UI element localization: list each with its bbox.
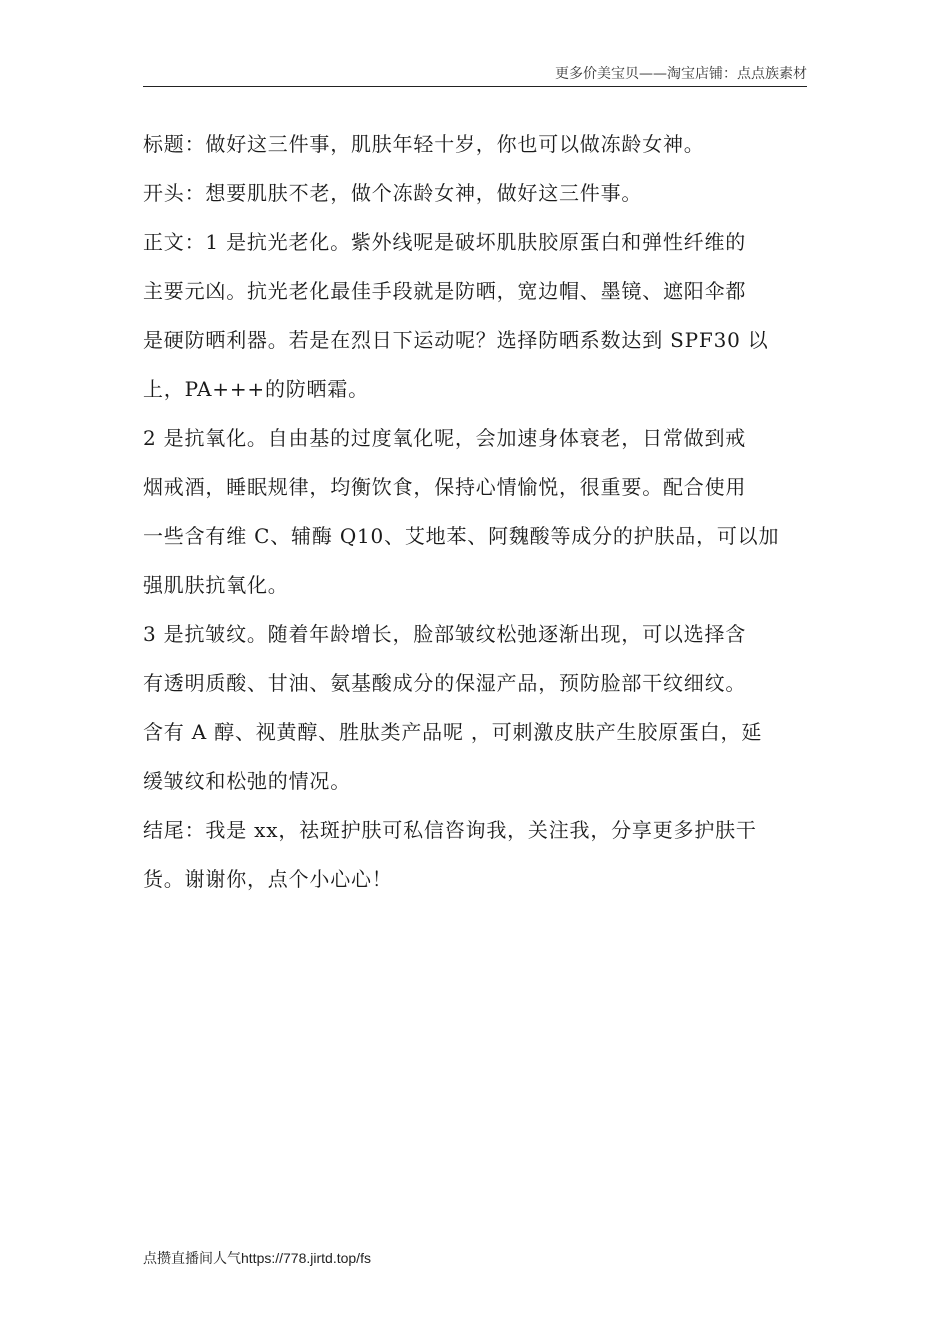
text-line: 一些含有维 C、辅酶 Q10、艾地苯、阿魏酸等成分的护肤品，可以加	[143, 524, 780, 548]
paragraph-body-1	[143, 218, 807, 414]
text-line: 结尾：我是 xx，祛斑护肤可私信咨询我，关注我，分享更多护肤干	[143, 818, 757, 842]
text-line: 货。谢谢你，点个小心心！	[143, 867, 393, 891]
paragraph-body-3	[143, 610, 807, 806]
text-line: 缓皱纹和松弛的情况。	[143, 769, 351, 793]
text-line: 含有 A 醇、视黄醇、胜肽类产品呢 ，可刺激皮肤产生胶原蛋白，延	[143, 720, 763, 744]
text-line: 主要元凶。抗光老化最佳手段就是防晒，宽边帽、墨镜、遮阳伞都	[143, 279, 747, 303]
page-footer	[143, 1248, 371, 1269]
paragraph-body-2	[143, 414, 807, 610]
text-line: 是硬防晒利器。若是在烈日下运动呢？选择防晒系数达到 SPF30 以	[143, 328, 769, 352]
text-line: 上，PA+++的防晒霜。	[143, 377, 369, 401]
paragraph-title	[143, 120, 807, 169]
text-line: 标题：做好这三件事，肌肤年轻十岁，你也可以做冻龄女神。	[143, 132, 705, 156]
footer-label: 点攒直播间人气	[143, 1251, 241, 1267]
header-text: 更多价美宝贝——淘宝店铺：点点族素材	[555, 66, 807, 82]
text-line: 强肌肤抗氧化。	[143, 573, 289, 597]
text-line: 开头：想要肌肤不老，做个冻龄女神，做好这三件事。	[143, 181, 643, 205]
footer-link[interactable]: https://778.jirtd.top/fs	[241, 1250, 371, 1266]
page-header	[143, 64, 807, 87]
text-line: 烟戒酒，睡眠规律，均衡饮食，保持心情愉悦，很重要。配合使用	[143, 475, 747, 499]
document-body	[143, 120, 807, 904]
text-line: 正文：1 是抗光老化。紫外线呢是破坏肌肤胶原蛋白和弹性纤维的	[143, 230, 747, 254]
paragraph-ending	[143, 806, 807, 904]
text-line: 3 是抗皱纹。随着年龄增长，脸部皱纹松弛逐渐出现，可以选择含	[143, 622, 747, 646]
text-line: 有透明质酸、甘油、氨基酸成分的保湿产品，预防脸部干纹细纹。	[143, 671, 747, 695]
paragraph-opening	[143, 169, 807, 218]
text-line: 2 是抗氧化。自由基的过度氧化呢，会加速身体衰老，日常做到戒	[143, 426, 747, 450]
